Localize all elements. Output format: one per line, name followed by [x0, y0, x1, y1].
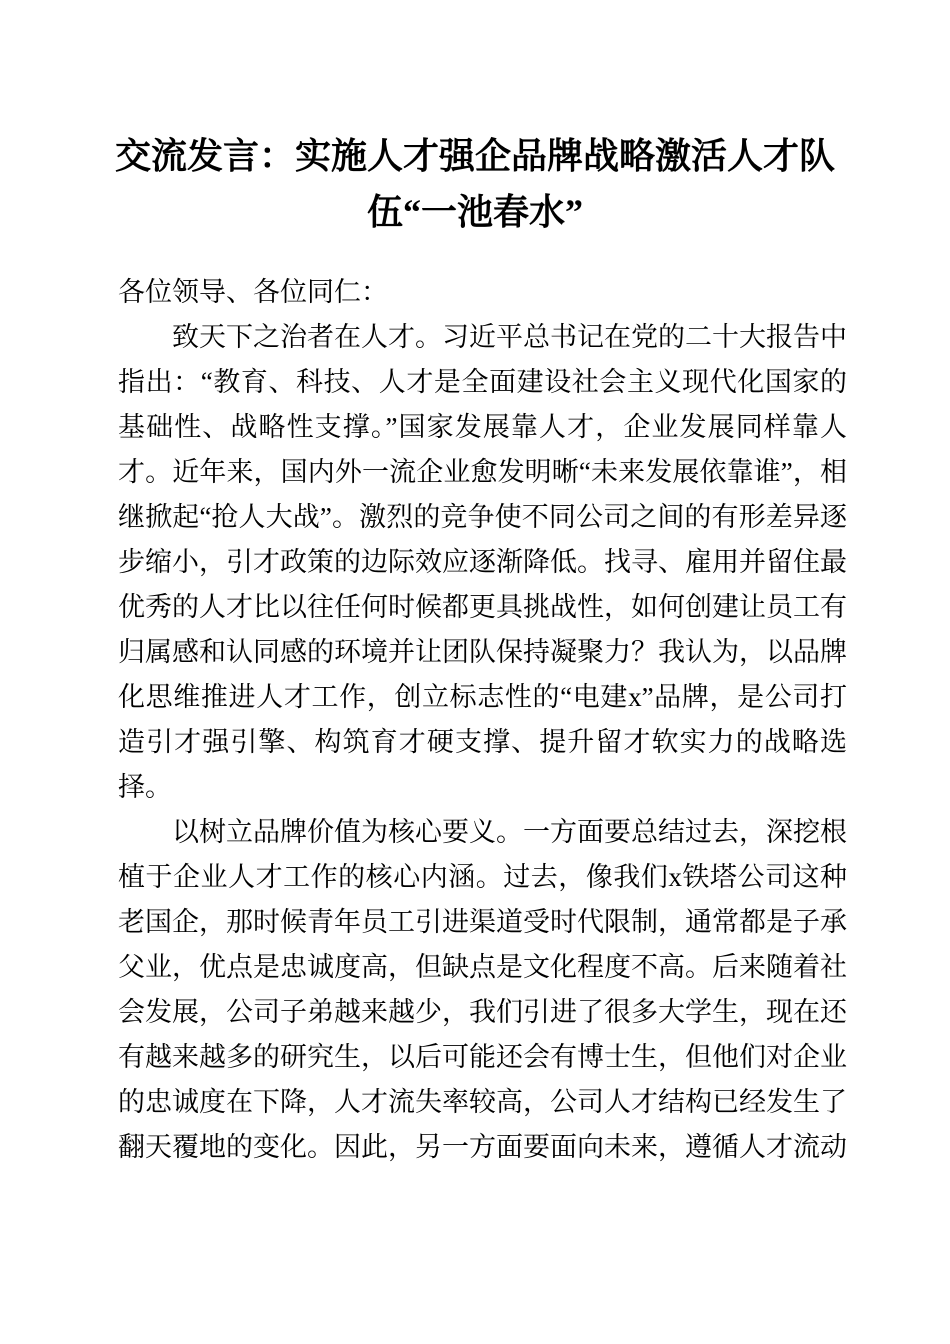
- document-body: [118, 270, 847, 1170]
- body-paragraph-2: 以树立品牌价值为核心要义。一方面要总结过去，深挖根植于企业人才工作的核心内涵。过去，像我们x铁塔公司这种老国企，那时候青年员工引进渠道受时代限制，通常都是子承父业，优点是忠诚度高，但缺点是文化程度不高。后来随着社会发展，公司子弟越来越少，我们引进了很多大学生，现在还有越来越多的研究生，以后可能还会有博士生，但他们对企业的忠诚度在下降，人才流失率较高，公司人才结构已经发生了翻天覆地的变化。因此，另一方面要面向未来，遵循人才流动: [118, 817, 847, 1162]
- body-paragraph-1: 致天下之治者在人才。习近平总书记在党的二十大报告中指出：“教育、科技、人才是全面建设社会主义现代化国家的基础性、战略性支撑。”国家发展靠人才，企业发展同样靠人才。近年来，国内外一流企业愈发明晰“未来发展依靠谁”，相继掀起“抢人大战”。激烈的竞争使不同公司之间的有形差异逐步缩小，引才政策的边际效应逐渐降低。找寻、雇用并留住最优秀的人才比以往任何时候都更具挑战性，如何创建让员工有归属感和认同感的环境并让团队保持凝聚力？我认为，以品牌化思维推进人才工作，创立标志性的“电建x”品牌，是公司打造引才强引擎、构筑育才硬支撑、提升留才软实力的战略选择。: [118, 322, 847, 802]
- document-title: 交流发言：实施人才强企品牌战略激活人才队伍“一池春水”: [114, 136, 835, 232]
- salutation-line: 各位领导、各位同仁：: [118, 277, 388, 307]
